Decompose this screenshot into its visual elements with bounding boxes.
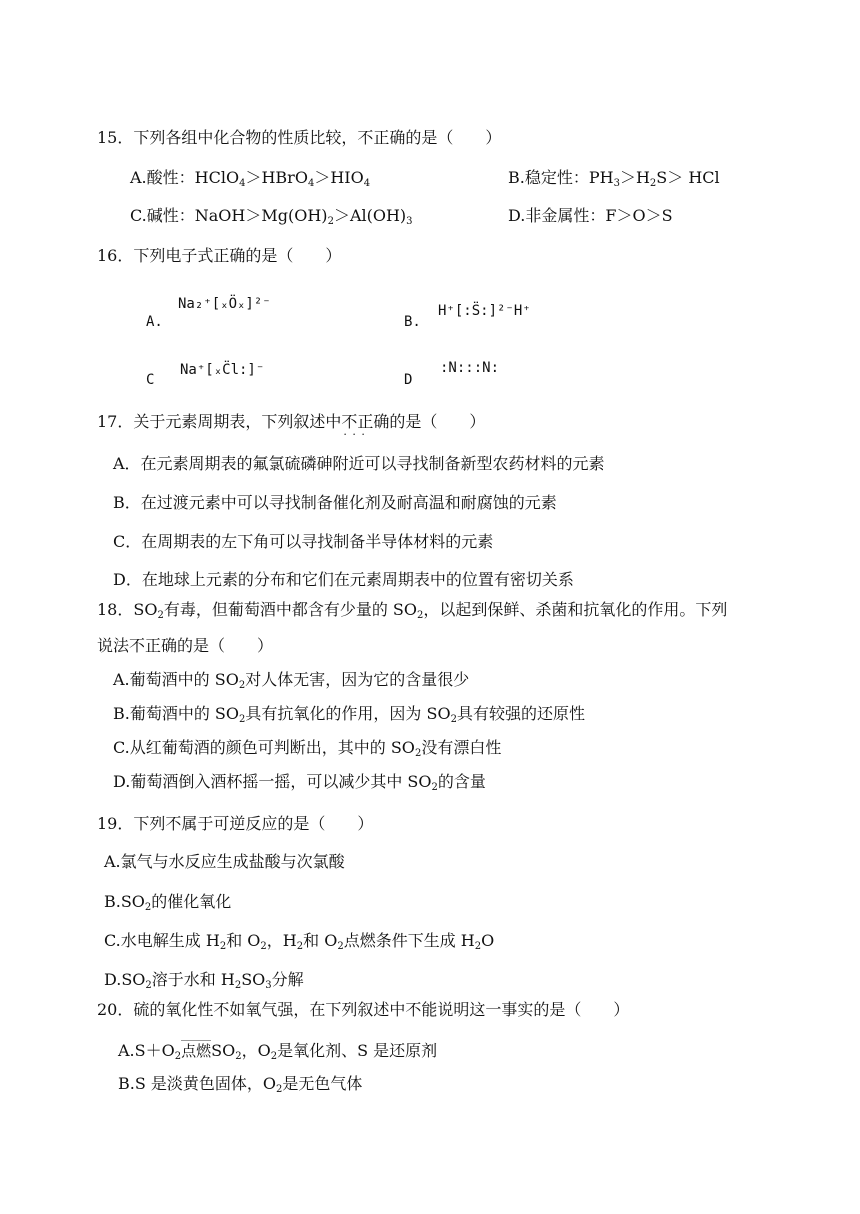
q20-stem: 20．硫的氧化性不如氧气强，在下列叙述中不能说明这一事实的是（ ） [97,1000,630,1019]
q18-option-d: D.葡萄酒倒入酒杯摇一摇，可以减少其中 $SO_2$的含量 [113,772,486,793]
q18-option-a: A.葡萄酒中的 $SO_2$对人体无害，因为它的含量很少 [113,670,470,691]
q15-option-d: D.非金属性：F＞O＞S [508,206,673,225]
q17-emphasis: 不正确 · · · [341,412,389,431]
q16-option-a-letter: A. [146,314,163,330]
q16-option-b-letter: B. [404,314,421,330]
q17-option-d: D．在地球上元素的分布和它们在元素周期表中的位置有密切关系 [113,570,574,589]
q17-stem: 17．关于元素周期表，下列叙述中不正确 · · ·的是（ ） [97,412,485,432]
q18-stem-line2: 说法不正确的是（ ） [97,636,274,655]
reaction-condition: 点燃 [181,1042,212,1060]
q16-option-c-formula: Na⁺[ₓC̈l:]⁻ [180,362,265,378]
q16-option-d-letter: D [404,372,413,388]
q16-stem: 16．下列电子式正确的是（ ） [97,246,342,265]
q16-option-a-formula: Na₂⁺[ₓÖₓ]²⁻ [178,296,271,312]
q17-option-a: A．在元素周期表的氟氯硫磷砷附近可以寻找制备新型农药材料的元素 [113,454,605,473]
q20-option-b: B.S 是淡黄色固体，$O_2$是无色气体 [118,1074,363,1095]
q19-option-d: $D.SO_2$溶于水和 $H_2SO_3$分解 [104,970,304,991]
q16-option-d-formula: :N:::N: [440,360,500,376]
q17-option-b: B．在过渡元素中可以寻找制备催化剂及耐高温和耐腐蚀的元素 [113,493,557,512]
q19-option-b: $B.SO_2$的催化氧化 [104,892,232,913]
q19-stem: 19．下列不属于可逆反应的是（ ） [97,814,374,833]
q17-option-c: C．在周期表的左下角可以寻找制备半导体材料的元素 [113,532,494,551]
q19-option-a: A.氯气与水反应生成盐酸与次氯酸 [104,852,345,871]
q15-option-a: A.酸性：$HClO_4>HBrO_4>HIO_4$ [130,168,371,189]
q19-option-c: C.水电解生成 $H_2$和 $O_2$，$H_2$和 $O_2$点燃条件下生成 $H_2O$ [104,931,495,952]
q16-option-c-letter: C [146,372,155,388]
q18-stem-line1: 18．$SO_2$有毒，但葡萄酒中都含有少量的 $SO_2$，以起到保鲜、杀菌和抗氧化的作用。下列 [97,600,728,621]
q15-option-b: B.稳定性：$PH_3>H_2S>$ HCl [508,168,720,189]
q20-option-a: $A.S+O_2$点燃$SO_2$，$O_2$是氧化剂、S 是还原剂 [118,1041,438,1062]
q18-option-c: C.从红葡萄酒的颜色可判断出，其中的 $SO_2$没有漂白性 [113,738,502,759]
q15-option-c: C.碱性：$NaOH>Mg(OH)_2>Al(OH)_3$ [130,206,413,227]
q16-option-b-formula: H⁺[:S̈:]²⁻H⁺ [438,303,531,319]
q15-stem: 15．下列各组中化合物的性质比较，不正确的是（ ） [97,128,502,147]
q18-option-b: B.葡萄酒中的 $SO_2$具有抗氧化的作用，因为 $SO_2$具有较强的还原性 [113,704,585,725]
